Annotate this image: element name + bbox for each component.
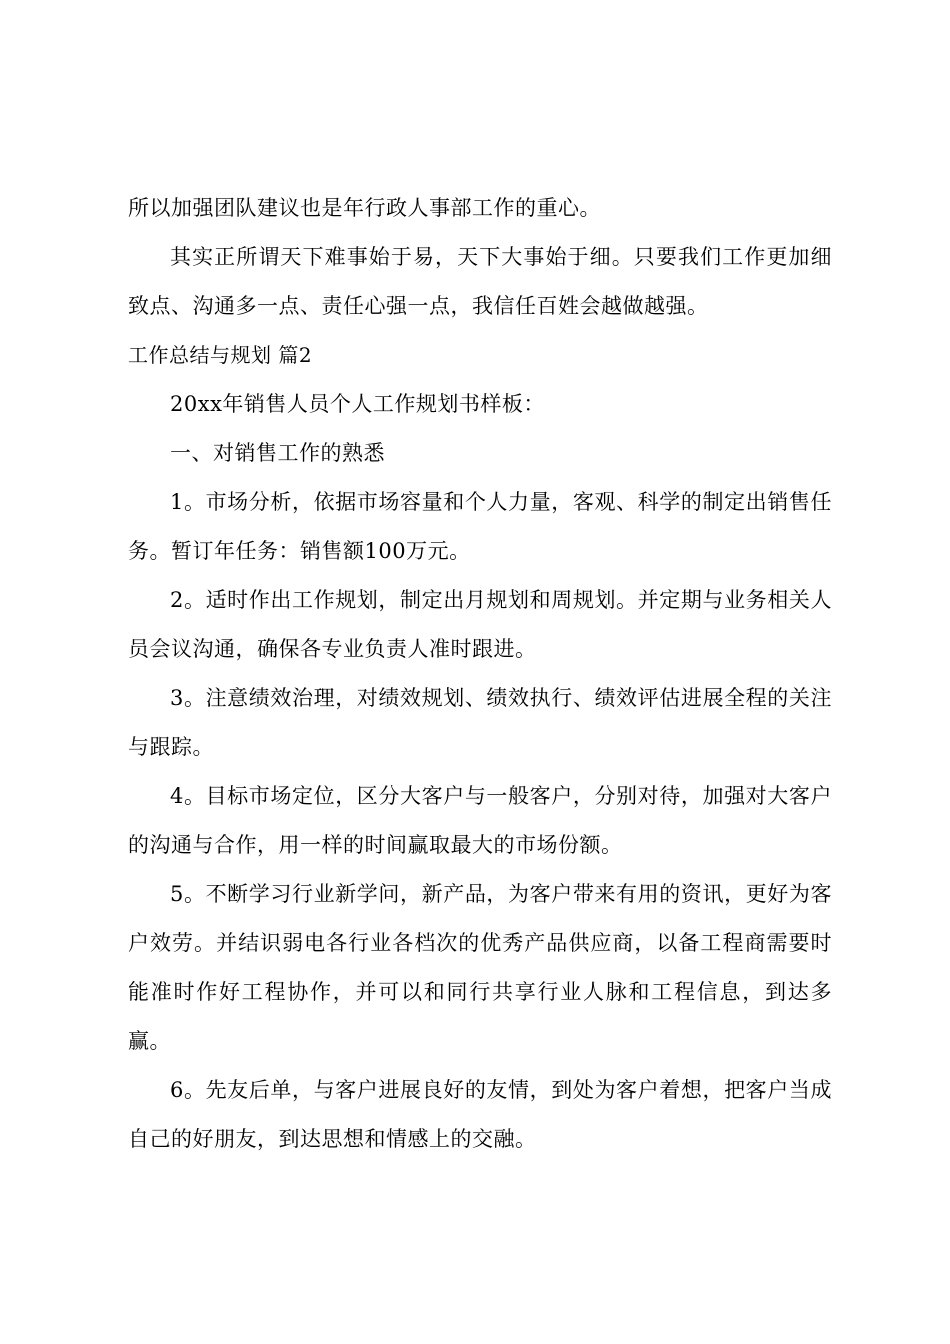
list-item-1: 1。市场分析，依据市场容量和个人力量，客观、科学的制定出销售任务。暂订年任务：销售额100万元。 <box>128 490 832 563</box>
paragraph-details-matter: 其实正所谓天下难事始于易，天下大事始于细。只要我们工作更加细致点、沟通多一点、责任心强一点，我信任百姓会越做越强。 <box>128 245 832 318</box>
subheading: 一、对销售工作的熟悉 <box>170 441 385 465</box>
paragraph-team-building: 所以加强团队建议也是年行政人事部工作的重心。 <box>128 196 601 220</box>
list-item-4: 4。目标市场定位，区分大客户与一般客户，分别对待，加强对大客户的沟通与合作，用一样的时间赢取最大的市场份额。 <box>128 784 832 857</box>
list-item-3: 3。注意绩效治理，对绩效规划、绩效执行、绩效评估进展全程的关注与跟踪。 <box>128 686 832 759</box>
list-item-6: 6。先友后单，与客户进展良好的友情，到处为客户着想，把客户当成自己的好朋友，到达思想和情感上的交融。 <box>128 1078 832 1151</box>
document-body <box>128 184 832 1164</box>
list-item-5: 5。不断学习行业新学问，新产品，为客户带来有用的资讯，更好为客户效劳。并结识弱电各行业各档次的优秀产品供应商，以备工程商需要时能准时作好工程协作，并可以和同行共享行业人脉和工程信息，到达多赢。 <box>128 882 832 1053</box>
section-title: 工作总结与规划 篇2 <box>128 343 313 367</box>
paragraph-intro: 20xx年销售人员个人工作规划书样板： <box>170 392 545 416</box>
list-item-2: 2。适时作出工作规划，制定出月规划和周规划。并定期与业务相关人员会议沟通，确保各专业负责人准时跟进。 <box>128 588 832 661</box>
